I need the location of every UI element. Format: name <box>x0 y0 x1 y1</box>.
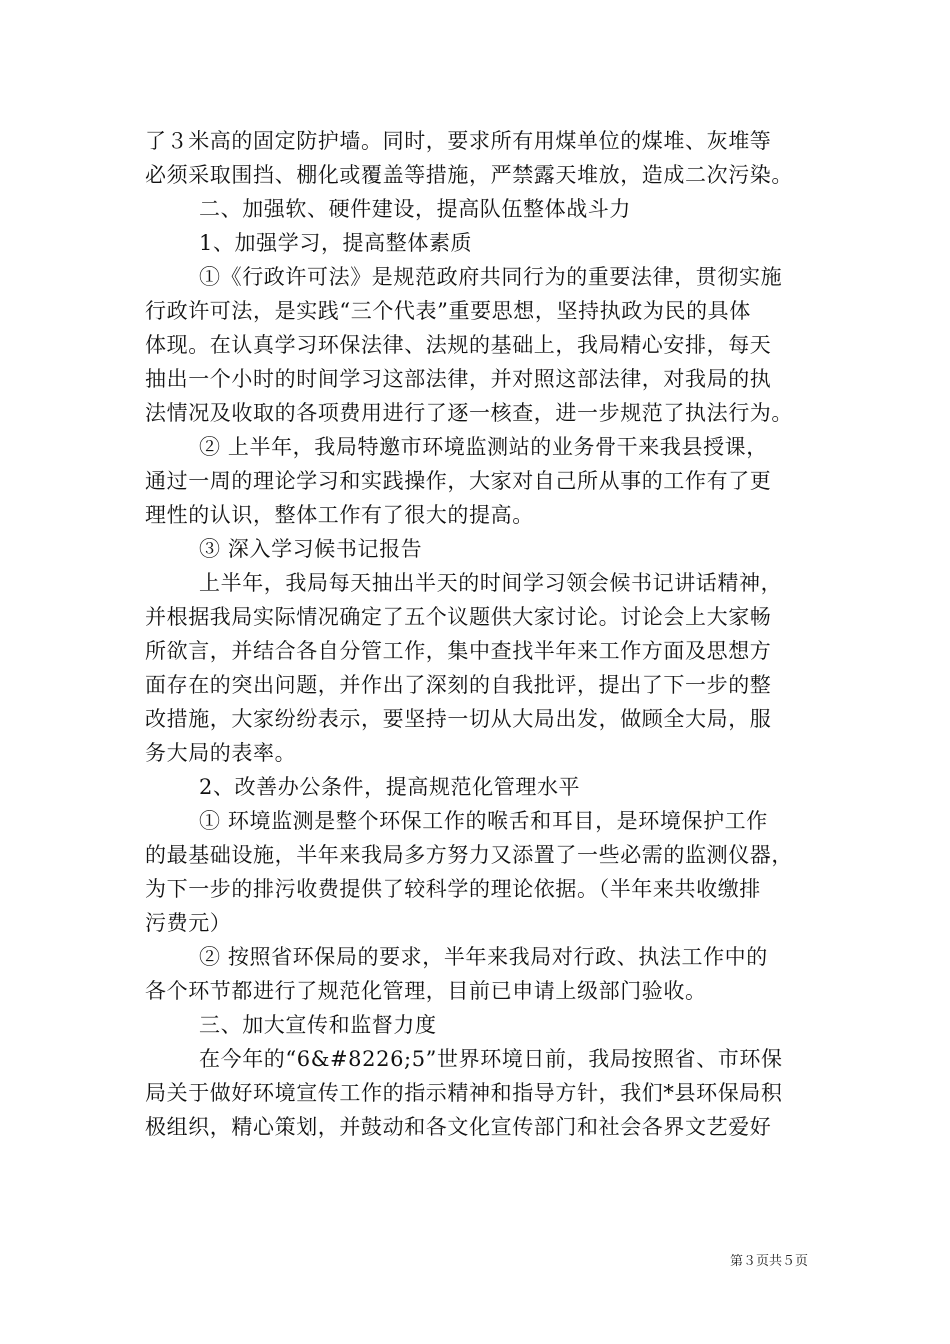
text-line: 必须采取围挡、棚化或覆盖等措施，严禁露天堆放，造成二次污染。 <box>145 163 793 187</box>
text-line: 面存在的突出问题，并作出了深刻的自我批评，提出了下一步的整 <box>145 673 772 697</box>
section-heading: 三、加大宣传和监督力度 <box>199 1013 437 1037</box>
text-line: 为下一步的排污收费提供了较科学的理论依据。（半年来共收缴排 <box>145 877 761 901</box>
text-line: ② 上半年，我局特邀市环境监测站的业务骨干来我县授课， <box>199 435 768 459</box>
text-line: 行政许可法，是实践“三个代表”重要思想，坚持执政为民的具体 <box>145 299 751 323</box>
subsection-heading: 2、改善办公条件，提高规范化管理水平 <box>199 775 581 799</box>
text-line: 极组织，精心策划，并鼓动和各文化宣传部门和社会各界文艺爱好 <box>145 1115 772 1139</box>
section-heading: 二、加强软、硬件建设，提高队伍整体战斗力 <box>199 197 631 221</box>
text-line: 改措施，大家纷纷表示，要坚持一切从大局出发，做顾全大局，服 <box>145 707 772 731</box>
text-line: 了３米高的固定防护墙。同时，要求所有用煤单位的煤堆、灰堆等 <box>145 129 772 153</box>
text-line: 务大局的表率。 <box>145 741 297 765</box>
page-number: 第３页共５页 <box>729 1254 808 1269</box>
text-line: ① 环境监测是整个环保工作的喉舌和耳目，是环境保护工作 <box>199 809 768 833</box>
text-line: 通过一周的理论学习和实践操作，大家对自己所从事的工作有了更 <box>145 469 772 493</box>
subsection-heading: ③ 深入学习候书记报告 <box>199 537 423 561</box>
text-line: 法情况及收取的各项费用进行了逐一核查，进一步规范了执法行为。 <box>145 401 793 425</box>
text-line: 污费元） <box>145 911 232 935</box>
text-line: 的最基础设施，半年来我局多方努力又添置了一些必需的监测仪器， <box>145 843 793 867</box>
text-line: 理性的认识，整体工作有了很大的提高。 <box>145 503 534 527</box>
text-line: 在今年的“6&#8226;5”世界环境日前，我局按照省、市环保 <box>199 1047 783 1071</box>
document-text <box>145 124 810 1144</box>
text-line: 局关于做好环境宣传工作的指示精神和指导方针，我们*县环保局积 <box>145 1081 783 1105</box>
subsection-heading: 1、加强学习，提高整体素质 <box>199 231 473 255</box>
document-body <box>145 124 810 1144</box>
text-line: 并根据我局实际情况确定了五个议题供大家讨论。讨论会上大家畅 <box>145 605 772 629</box>
text-line: 上半年，我局每天抽出半天的时间学习领会候书记讲话精神， <box>199 571 783 595</box>
text-line: 各个环节都进行了规范化管理，目前已申请上级部门验收。 <box>145 979 707 1003</box>
text-line: ①《行政许可法》是规范政府共同行为的重要法律，贯彻实施 <box>199 265 783 289</box>
text-line: 体现。在认真学习环保法律、法规的基础上，我局精心安排，每天 <box>145 333 772 357</box>
text-line: ② 按照省环保局的要求，半年来我局对行政、执法工作中的 <box>199 945 768 969</box>
text-line: 抽出一个小时的时间学习这部法律，并对照这部法律，对我局的执 <box>145 367 772 391</box>
text-line: 所欲言，并结合各自分管工作，集中查找半年来工作方面及思想方 <box>145 639 772 663</box>
